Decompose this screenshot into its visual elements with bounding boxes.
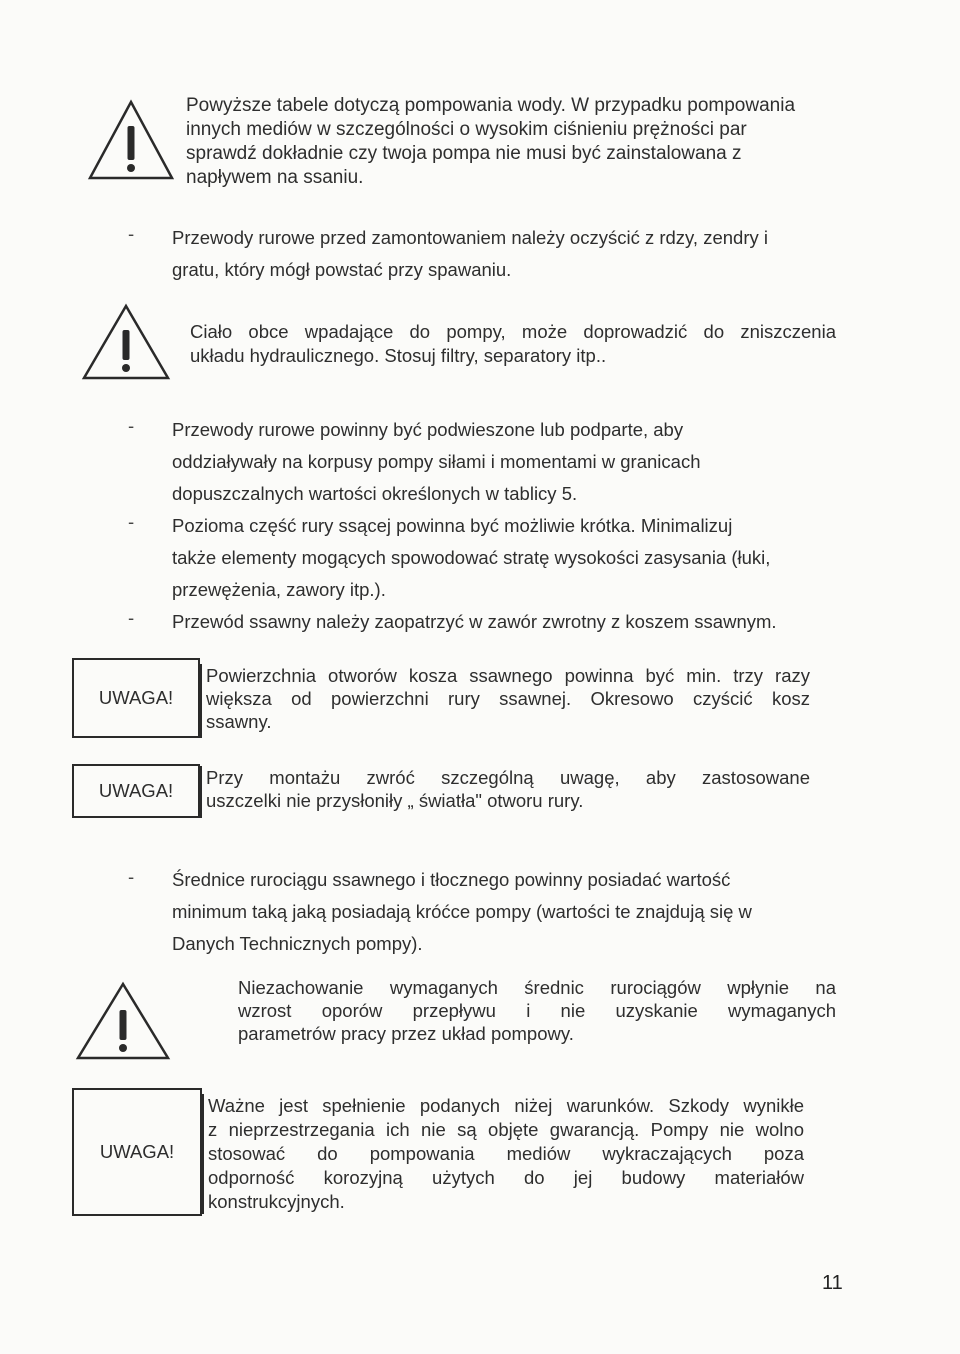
bullet-dash: - xyxy=(128,607,135,628)
text-line: napływem na ssaniu. xyxy=(186,167,364,188)
text-line: uszczelki nie przysłoniły „ światła" otworu rury. xyxy=(206,790,584,811)
text-line: dopuszczalnych wartości określonych w tablicy 5. xyxy=(172,483,578,504)
text-line: przewężenia, zawory itp.). xyxy=(172,579,386,600)
text-line: Ważne jest spełnienie podanych niżej warunków. Szkody wynikłe xyxy=(208,1095,804,1116)
note-divider xyxy=(200,664,202,738)
text-line: Powierzchnia otworów kosza ssawnego powinna być min. trzy razy xyxy=(206,665,810,686)
text-line: Niezachowanie wymaganych średnic rurociągów wpłynie na xyxy=(238,977,836,998)
uwaga-text-gaskets xyxy=(206,766,810,812)
text-line: także elementy mogących spowodować stratę wysokości zasysania (łuki, xyxy=(172,547,771,568)
warning-triangle-icon xyxy=(86,98,176,182)
bullet-dash: - xyxy=(128,223,135,244)
bullet-text-pipe-support xyxy=(172,414,701,510)
text-line: parametrów pracy przez układ pompowy. xyxy=(238,1023,574,1044)
uwaga-label-box xyxy=(72,764,200,818)
text-line: Przy montażu zwróć szczególną uwagę, aby zastosowane xyxy=(206,767,810,788)
warning-triangle-icon xyxy=(74,980,172,1062)
text-line: gratu, który mógł powstać przy spawaniu. xyxy=(172,259,512,280)
uwaga-label: UWAGA! xyxy=(99,1141,175,1162)
uwaga-label: UWAGA! xyxy=(98,780,174,801)
bullet-dash: - xyxy=(128,415,135,436)
bullet-dash: - xyxy=(128,866,135,887)
text-line: z nieprzestrzegania ich nie są objęte gwarancją. Pompy nie wolno xyxy=(208,1119,804,1140)
text-line: odporność korozyjną użytych do jej budowy materiałów xyxy=(208,1167,804,1188)
note-divider xyxy=(202,1094,204,1214)
uwaga-label: UWAGA! xyxy=(98,687,174,708)
text-line: konstrukcyjnych. xyxy=(208,1191,345,1212)
text-line: Przewody rurowe powinny być podwieszone lub podparte, aby xyxy=(172,419,684,440)
bullet-dash: - xyxy=(128,511,135,532)
uwaga-text-strainer xyxy=(206,664,810,733)
note-divider xyxy=(200,766,202,818)
bullet-text-suction-pipe-length xyxy=(172,510,770,606)
uwaga-text-warranty xyxy=(208,1094,804,1214)
warning-text-pipe-diameters xyxy=(238,976,836,1045)
text-line: ssawny. xyxy=(206,711,272,732)
page-number: 11 xyxy=(822,1272,843,1294)
bullet-text-pipe-diameters xyxy=(172,864,752,960)
text-line: minimum taką jaką posiadają króćce pompy (wartości te znajdują się w xyxy=(172,901,752,922)
text-line: sprawdź dokładnie czy twoja pompa nie musi być zainstalowana z xyxy=(186,143,742,164)
uwaga-label-box xyxy=(72,1088,202,1216)
text-line: Powyższe tabele dotyczą pompowania wody. W przypadku pompowania xyxy=(186,95,796,116)
warning-text-pumping-water xyxy=(186,94,795,190)
warning-triangle-icon xyxy=(80,302,172,382)
text-line: wzrost oporów przepływu i nie uzyskanie wymaganych xyxy=(238,1000,836,1021)
text-line: układu hydraulicznego. Stosuj filtry, separatory itp.. xyxy=(190,345,607,366)
text-line: Przewód ssawny należy zaopatrzyć w zawór zwrotny z koszem ssawnym. xyxy=(172,611,777,632)
text-line: Średnice rurociągu ssawnego i tłocznego powinny posiadać wartość xyxy=(172,869,731,890)
text-line: stosować do pompowania mediów wykraczających poza xyxy=(208,1143,804,1164)
uwaga-label-box xyxy=(72,658,200,738)
text-line: większa od powierzchni rury ssawnej. Okresowo czyścić kosz xyxy=(206,688,810,709)
text-line: Danych Technicznych pompy). xyxy=(172,933,423,954)
text-line: Przewody rurowe przed zamontowaniem należy oczyścić z rdzy, zendry i xyxy=(172,227,768,248)
text-line: Ciało obce wpadające do pompy, może doprowadzić do zniszczenia xyxy=(190,321,836,342)
text-line: Pozioma część rury ssącej powinna być możliwie krótka. Minimalizuj xyxy=(172,515,733,536)
bullet-text-pipe-cleaning xyxy=(172,222,768,286)
warning-text-foreign-bodies xyxy=(190,320,836,368)
bullet-text-check-valve xyxy=(172,606,777,638)
text-line: innych mediów w szczególności o wysokim ciśnieniu prężności par xyxy=(186,119,747,140)
text-line: oddziaływały na korpusy pompy siłami i momentami w granicach xyxy=(172,451,701,472)
